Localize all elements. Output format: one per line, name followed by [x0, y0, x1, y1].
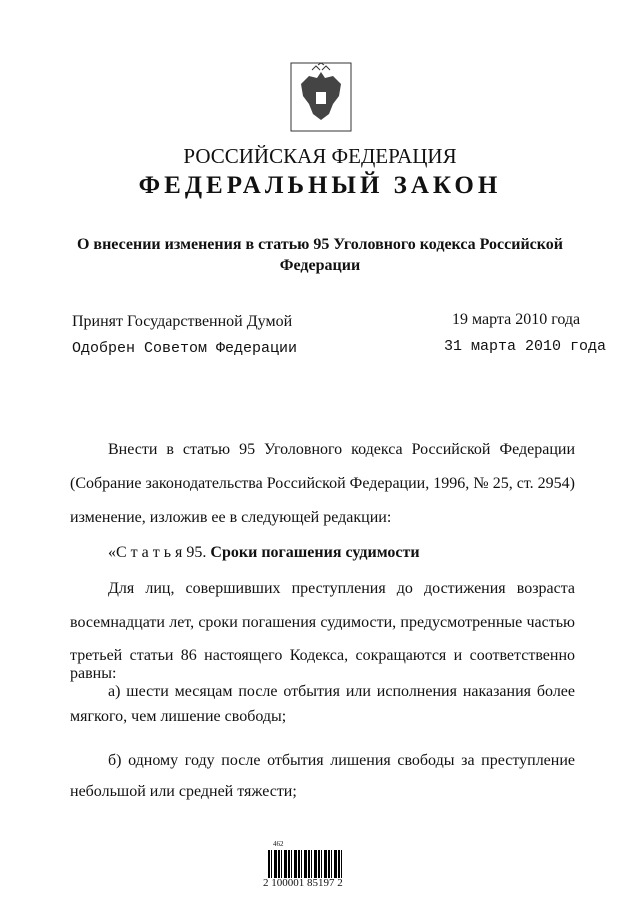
- duma-label: Принят Государственной Думой: [72, 313, 293, 330]
- list-item-b: б) одному году после отбытия лишения свободы за преступление: [108, 752, 575, 769]
- country-heading: РОССИЙСКАЯ ФЕДЕРАЦИЯ: [183, 144, 457, 168]
- law-title-line2: Федерации: [279, 257, 361, 274]
- article-prefix: «С т а т ь я 95.: [108, 544, 207, 561]
- paragraph-line: (Собрание законодательства Российской Федерации, 1996, № 25, ст. 2954): [70, 475, 575, 492]
- barcode-number: 2 100001 85197 2: [263, 877, 343, 889]
- law-title-line1: О внесении изменения в статью 95 Уголовного кодекса Российской: [76, 236, 563, 253]
- paragraph-line: изменение, изложив ее в следующей редакции:: [70, 509, 392, 526]
- paragraph-line: Для лиц, совершивших преступления до достижения возраста: [108, 580, 575, 597]
- barcode: [268, 850, 344, 878]
- article-title: Сроки погашения судимости: [210, 544, 420, 561]
- barcode-top-text: 462: [273, 840, 284, 848]
- article-heading: [108, 544, 420, 562]
- law-type-heading: ФЕДЕРАЛЬНЫЙ ЗАКОН: [138, 172, 502, 199]
- paragraph-line: третьей статьи 86 настоящего Кодекса, сокращаются и соответственно равны:: [70, 647, 575, 682]
- paragraph-line: Внести в статью 95 Уголовного кодекса Российской Федерации: [108, 441, 575, 458]
- paragraph-line: восемнадцати лет, сроки погашения судимости, предусмотренные частью: [70, 614, 575, 631]
- list-item-b-cont: небольшой или средней тяжести;: [70, 783, 297, 800]
- list-item-a-cont: мягкого, чем лишение свободы;: [70, 708, 287, 725]
- coat-of-arms-emblem: [290, 62, 352, 132]
- council-label: Одобрен Советом Федерации: [72, 340, 298, 357]
- council-date: 31 марта 2010 года: [444, 338, 607, 355]
- list-item-a: а) шести месяцам после отбытия или исполнения наказания более: [108, 683, 575, 700]
- duma-date: 19 марта 2010 года: [452, 311, 581, 328]
